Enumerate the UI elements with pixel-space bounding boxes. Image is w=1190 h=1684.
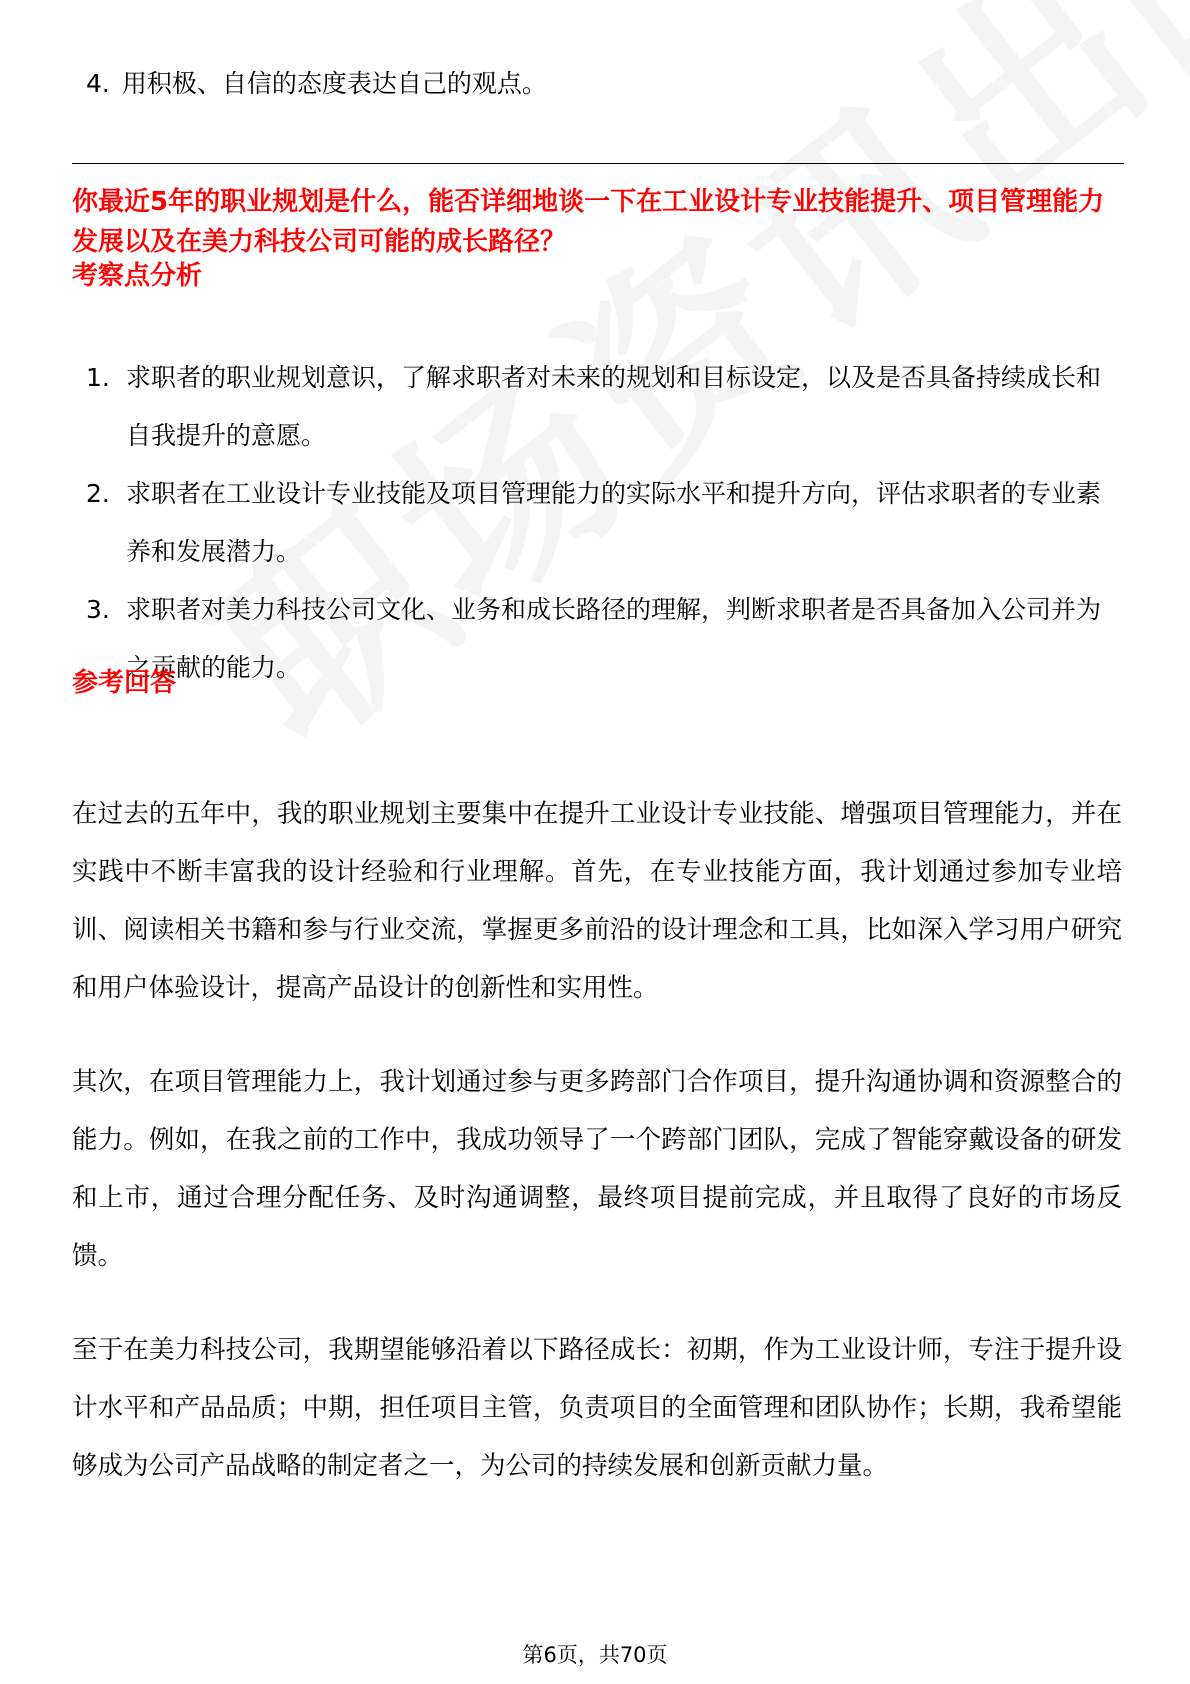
analysis-item-text: 求职者在工业设计专业技能及项目管理能力的实际水平和提升方向，评估求职者的专业素养和发展潜力。 bbox=[126, 479, 1102, 566]
answer-body bbox=[72, 785, 1122, 1531]
analysis-item-number: 2. bbox=[86, 479, 110, 508]
analysis-item-number: 3. bbox=[86, 595, 110, 624]
question-heading: 你最近5年的职业规划是什么，能否详细地谈一下在工业设计专业技能提升、项目管理能力发展以及在美力科技公司可能的成长路径？ bbox=[72, 187, 1105, 257]
analysis-item-number: 1. bbox=[86, 363, 110, 392]
analysis-item-text: 求职者的职业规划意识，了解求职者对未来的规划和目标设定，以及是否具备持续成长和自我提升的意愿。 bbox=[126, 363, 1102, 450]
answer-paragraph: 至于在美力科技公司，我期望能够沿着以下路径成长：初期，作为工业设计师，专注于提升设计水平和产品品质；中期，担任项目主管，负责项目的全面管理和团队协作；长期，我希望能够成为公司产品战略的制定者之一，为公司的持续发展和创新贡献力量。 bbox=[72, 1335, 1122, 1481]
page-footer: 第6页，共70页 bbox=[522, 1643, 668, 1667]
list-item bbox=[86, 62, 547, 106]
list-item-text: 用积极、自信的态度表达自己的观点。 bbox=[121, 69, 547, 98]
answer-paragraph: 在过去的五年中，我的职业规划主要集中在提升工业设计专业技能、增强项目管理能力，并在实践中不断丰富我的设计经验和行业理解。首先，在专业技能方面，我计划通过参加专业培训、阅读相关书籍和参与行业交流，掌握更多前沿的设计理念和工具，比如深入学习用户研究和用户体验设计，提高产品设计的创新性和实用性。 bbox=[72, 799, 1122, 1003]
analysis-list bbox=[86, 349, 1122, 697]
analysis-item bbox=[86, 465, 1122, 581]
analysis-item bbox=[86, 349, 1122, 465]
analysis-item bbox=[86, 581, 1122, 697]
section-divider bbox=[72, 163, 1124, 164]
analysis-item-text: 求职者对美力科技公司文化、业务和成长路径的理解，判断求职者是否具备加入公司并为之贡献的能力。 bbox=[126, 595, 1102, 682]
analysis-heading: 考察点分析 bbox=[72, 261, 203, 291]
list-item-number: 4. bbox=[86, 69, 110, 98]
answer-paragraph: 其次，在项目管理能力上，我计划通过参与更多跨部门合作项目，提升沟通协调和资源整合的能力。例如，在我之前的工作中，我成功领导了一个跨部门团队，完成了智能穿戴设备的研发和上市，通过合理分配任务、及时沟通调整，最终项目提前完成，并且取得了良好的市场反馈。 bbox=[72, 1067, 1122, 1271]
answer-heading: 参考回答 bbox=[72, 668, 177, 698]
